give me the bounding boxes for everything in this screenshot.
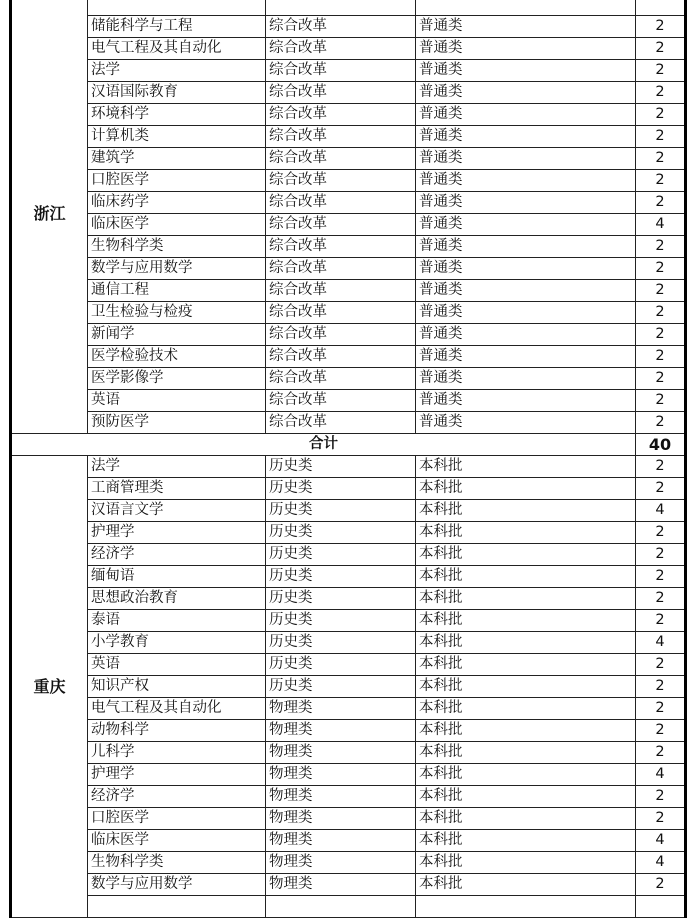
batch-cell: 普通类 — [416, 324, 636, 346]
major-cell: 医学检验技术 — [88, 346, 266, 368]
count-cell: 2 — [636, 676, 686, 698]
batch-cell: 本科批 — [416, 742, 636, 764]
batch-cell: 本科批 — [416, 632, 636, 654]
major-cell: 法学 — [88, 456, 266, 478]
major-cell: 英语 — [88, 390, 266, 412]
batch-cell: 普通类 — [416, 412, 636, 434]
batch-cell: 本科批 — [416, 566, 636, 588]
count-cell: 2 — [636, 808, 686, 830]
batch-cell: 普通类 — [416, 368, 636, 390]
province-cell: 重庆 — [11, 456, 88, 918]
major-cell: 口腔医学 — [88, 808, 266, 830]
subject-category-cell: 物理类 — [266, 720, 416, 742]
count-cell: 2 — [636, 654, 686, 676]
batch-cell: 本科批 — [416, 456, 636, 478]
table-row — [11, 566, 686, 588]
count-cell: 2 — [636, 258, 686, 280]
subject-category-cell: 历史类 — [266, 676, 416, 698]
batch-cell — [416, 896, 636, 918]
major-cell: 儿科学 — [88, 742, 266, 764]
major-cell: 口腔医学 — [88, 170, 266, 192]
major-cell: 生物科学类 — [88, 236, 266, 258]
batch-cell: 普通类 — [416, 16, 636, 38]
batch-cell: 本科批 — [416, 588, 636, 610]
table-row — [11, 852, 686, 874]
count-cell: 4 — [636, 830, 686, 852]
subject-category-cell: 综合改革 — [266, 126, 416, 148]
major-cell: 临床医学 — [88, 214, 266, 236]
subtotal-label: 合计 — [11, 434, 636, 456]
subject-category-cell: 物理类 — [266, 808, 416, 830]
table-row — [11, 104, 686, 126]
major-cell: 临床药学 — [88, 192, 266, 214]
table-row — [11, 808, 686, 830]
major-cell: 汉语国际教育 — [88, 82, 266, 104]
subject-category-cell: 历史类 — [266, 544, 416, 566]
batch-cell: 本科批 — [416, 874, 636, 896]
table-row — [11, 214, 686, 236]
table-row — [11, 346, 686, 368]
count-cell: 2 — [636, 412, 686, 434]
table-row — [11, 478, 686, 500]
subject-category-cell: 综合改革 — [266, 368, 416, 390]
table-row — [11, 500, 686, 522]
subject-category-cell: 历史类 — [266, 456, 416, 478]
batch-cell: 普通类 — [416, 126, 636, 148]
major-cell: 医学影像学 — [88, 368, 266, 390]
count-cell: 2 — [636, 588, 686, 610]
batch-cell: 本科批 — [416, 698, 636, 720]
batch-cell: 普通类 — [416, 258, 636, 280]
subject-category-cell: 综合改革 — [266, 148, 416, 170]
count-cell: 2 — [636, 280, 686, 302]
major-cell: 护理学 — [88, 764, 266, 786]
batch-cell: 本科批 — [416, 544, 636, 566]
subject-category-cell: 综合改革 — [266, 324, 416, 346]
batch-cell: 普通类 — [416, 60, 636, 82]
table-body — [11, 0, 686, 918]
table-row — [11, 764, 686, 786]
batch-cell: 普通类 — [416, 192, 636, 214]
table-row — [11, 786, 686, 808]
subject-category-cell: 物理类 — [266, 786, 416, 808]
major-cell: 泰语 — [88, 610, 266, 632]
table-row — [11, 126, 686, 148]
major-cell: 临床医学 — [88, 830, 266, 852]
batch-cell: 本科批 — [416, 478, 636, 500]
batch-cell: 本科批 — [416, 830, 636, 852]
subject-category-cell: 综合改革 — [266, 192, 416, 214]
table-row — [11, 830, 686, 852]
subject-category-cell: 综合改革 — [266, 82, 416, 104]
count-cell: 2 — [636, 566, 686, 588]
subject-category-cell: 综合改革 — [266, 214, 416, 236]
subject-category-cell: 综合改革 — [266, 302, 416, 324]
count-cell: 2 — [636, 236, 686, 258]
batch-cell: 本科批 — [416, 522, 636, 544]
batch-cell: 普通类 — [416, 104, 636, 126]
table-row — [11, 302, 686, 324]
table-row — [11, 0, 686, 16]
count-cell: 4 — [636, 764, 686, 786]
table-row — [11, 676, 686, 698]
subject-category-cell: 历史类 — [266, 500, 416, 522]
subject-category-cell: 物理类 — [266, 830, 416, 852]
table-row — [11, 148, 686, 170]
table-row — [11, 38, 686, 60]
subject-category-cell: 综合改革 — [266, 104, 416, 126]
count-cell: 2 — [636, 170, 686, 192]
major-cell: 卫生检验与检疫 — [88, 302, 266, 324]
count-cell: 2 — [636, 390, 686, 412]
major-cell: 数学与应用数学 — [88, 874, 266, 896]
count-cell: 4 — [636, 500, 686, 522]
subject-category-cell: 历史类 — [266, 522, 416, 544]
batch-cell: 普通类 — [416, 38, 636, 60]
subject-category-cell: 历史类 — [266, 610, 416, 632]
count-cell: 4 — [636, 632, 686, 654]
table-row — [11, 698, 686, 720]
table-row — [11, 192, 686, 214]
major-cell: 通信工程 — [88, 280, 266, 302]
subject-category-cell: 物理类 — [266, 698, 416, 720]
batch-cell: 普通类 — [416, 214, 636, 236]
table-row — [11, 544, 686, 566]
major-cell: 缅甸语 — [88, 566, 266, 588]
province-cell: 浙江 — [11, 0, 88, 434]
subject-category-cell: 综合改革 — [266, 346, 416, 368]
major-cell: 思想政治教育 — [88, 588, 266, 610]
subject-category-cell: 综合改革 — [266, 280, 416, 302]
count-cell: 2 — [636, 324, 686, 346]
major-cell: 电气工程及其自动化 — [88, 38, 266, 60]
count-cell: 2 — [636, 874, 686, 896]
table-row — [11, 368, 686, 390]
table-row — [11, 896, 686, 918]
batch-cell: 普通类 — [416, 170, 636, 192]
subject-category-cell: 综合改革 — [266, 16, 416, 38]
batch-cell: 本科批 — [416, 764, 636, 786]
subject-category-cell: 综合改革 — [266, 412, 416, 434]
count-cell: 4 — [636, 852, 686, 874]
subject-category-cell — [266, 896, 416, 918]
table-row — [11, 170, 686, 192]
count-cell: 2 — [636, 16, 686, 38]
count-cell: 2 — [636, 82, 686, 104]
enrollment-plan-table — [9, 0, 687, 918]
subject-category-cell: 历史类 — [266, 588, 416, 610]
major-cell — [88, 896, 266, 918]
count-cell: 2 — [636, 346, 686, 368]
count-cell: 2 — [636, 478, 686, 500]
table-row — [11, 456, 686, 478]
table-row — [11, 60, 686, 82]
subtotal-value: 40 — [636, 434, 686, 456]
major-cell: 计算机类 — [88, 126, 266, 148]
table-row — [11, 16, 686, 38]
batch-cell: 本科批 — [416, 676, 636, 698]
batch-cell: 普通类 — [416, 236, 636, 258]
major-cell: 电气工程及其自动化 — [88, 698, 266, 720]
major-cell: 经济学 — [88, 786, 266, 808]
subject-category-cell: 综合改革 — [266, 236, 416, 258]
major-cell: 小学教育 — [88, 632, 266, 654]
table-row — [11, 874, 686, 896]
count-cell: 4 — [636, 214, 686, 236]
batch-cell: 本科批 — [416, 500, 636, 522]
batch-cell: 普通类 — [416, 390, 636, 412]
table-row — [11, 742, 686, 764]
major-cell: 数学与应用数学 — [88, 258, 266, 280]
major-cell: 工商管理类 — [88, 478, 266, 500]
subject-category-cell: 物理类 — [266, 742, 416, 764]
count-cell: 2 — [636, 456, 686, 478]
table-row — [11, 588, 686, 610]
table-row — [11, 82, 686, 104]
batch-cell — [416, 0, 636, 16]
subject-category-cell: 历史类 — [266, 478, 416, 500]
subject-category-cell: 物理类 — [266, 874, 416, 896]
subject-category-cell: 综合改革 — [266, 60, 416, 82]
count-cell: 2 — [636, 522, 686, 544]
batch-cell: 本科批 — [416, 852, 636, 874]
major-cell — [88, 0, 266, 16]
count-cell: 2 — [636, 610, 686, 632]
count-cell: 2 — [636, 368, 686, 390]
major-cell: 法学 — [88, 60, 266, 82]
major-cell: 护理学 — [88, 522, 266, 544]
count-cell: 2 — [636, 302, 686, 324]
count-cell: 2 — [636, 38, 686, 60]
count-cell: 2 — [636, 192, 686, 214]
subject-category-cell: 综合改革 — [266, 38, 416, 60]
table-row — [11, 412, 686, 434]
table-row — [11, 632, 686, 654]
batch-cell: 普通类 — [416, 280, 636, 302]
table-row — [11, 610, 686, 632]
count-cell: 2 — [636, 544, 686, 566]
count-cell — [636, 896, 686, 918]
table-row — [11, 280, 686, 302]
subject-category-cell: 历史类 — [266, 566, 416, 588]
batch-cell: 本科批 — [416, 808, 636, 830]
table-row — [11, 236, 686, 258]
count-cell: 2 — [636, 148, 686, 170]
major-cell: 环境科学 — [88, 104, 266, 126]
major-cell: 英语 — [88, 654, 266, 676]
batch-cell: 普通类 — [416, 302, 636, 324]
batch-cell: 本科批 — [416, 610, 636, 632]
batch-cell: 普通类 — [416, 148, 636, 170]
count-cell: 2 — [636, 786, 686, 808]
subject-category-cell: 物理类 — [266, 764, 416, 786]
table-row — [11, 522, 686, 544]
major-cell: 汉语言文学 — [88, 500, 266, 522]
subject-category-cell: 历史类 — [266, 654, 416, 676]
major-cell: 经济学 — [88, 544, 266, 566]
major-cell: 预防医学 — [88, 412, 266, 434]
count-cell — [636, 0, 686, 16]
subject-category-cell: 综合改革 — [266, 258, 416, 280]
batch-cell: 普通类 — [416, 82, 636, 104]
major-cell: 生物科学类 — [88, 852, 266, 874]
batch-cell: 本科批 — [416, 786, 636, 808]
subject-category-cell — [266, 0, 416, 16]
major-cell: 建筑学 — [88, 148, 266, 170]
count-cell: 2 — [636, 698, 686, 720]
batch-cell: 普通类 — [416, 346, 636, 368]
subject-category-cell: 历史类 — [266, 632, 416, 654]
count-cell: 2 — [636, 104, 686, 126]
subject-category-cell: 物理类 — [266, 852, 416, 874]
table-row — [11, 258, 686, 280]
table-row — [11, 390, 686, 412]
count-cell: 2 — [636, 126, 686, 148]
major-cell: 储能科学与工程 — [88, 16, 266, 38]
table-row — [11, 654, 686, 676]
subtotal-row — [11, 434, 686, 456]
major-cell: 新闻学 — [88, 324, 266, 346]
table-row — [11, 324, 686, 346]
subject-category-cell: 综合改革 — [266, 390, 416, 412]
subject-category-cell: 综合改革 — [266, 170, 416, 192]
count-cell: 2 — [636, 720, 686, 742]
count-cell: 2 — [636, 60, 686, 82]
major-cell: 动物科学 — [88, 720, 266, 742]
major-cell: 知识产权 — [88, 676, 266, 698]
count-cell: 2 — [636, 742, 686, 764]
batch-cell: 本科批 — [416, 654, 636, 676]
table-row — [11, 720, 686, 742]
batch-cell: 本科批 — [416, 720, 636, 742]
